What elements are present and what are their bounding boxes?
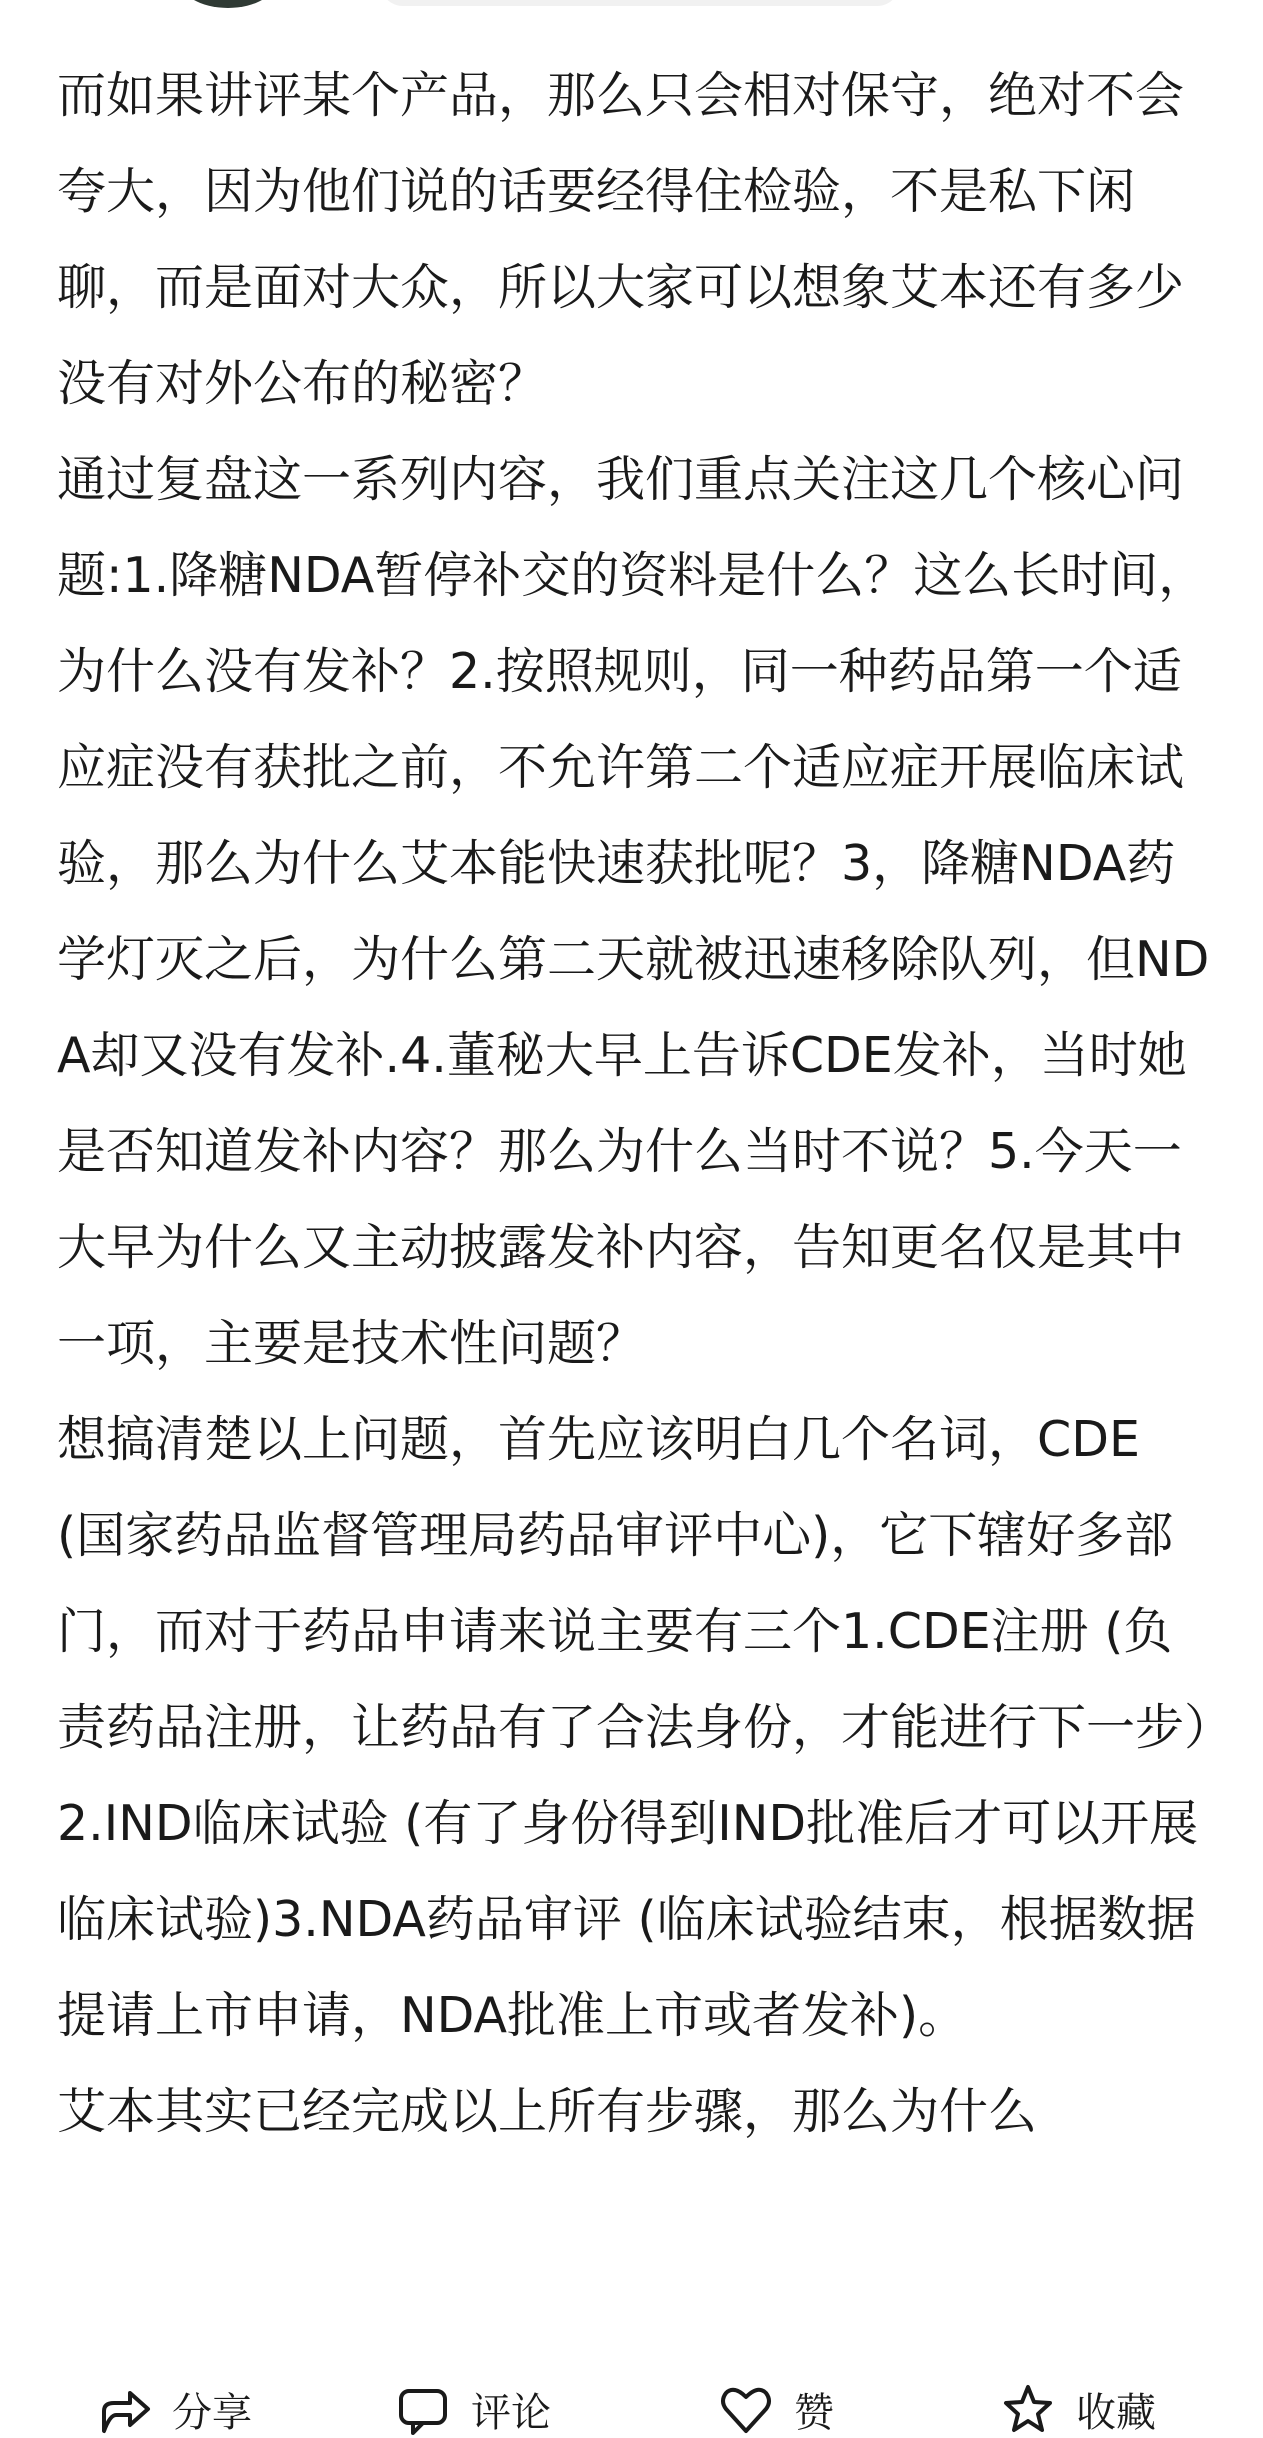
comment-icon — [395, 2381, 451, 2437]
like-label: 赞 — [794, 2389, 834, 2436]
bottom-action-bar — [0, 2378, 1263, 2438]
article-paragraph: 想搞清楚以上问题，首先应该明白几个名词，CDE (国家药品监督管理局药品审评中心)，它下辖好多部门，而对于药品申请来说主要有三个1.CDE注册 (负责药品注册，让药品有了合法身份，才能进行下一步）2.IND临床试验 (有了身份得到IND批准后才可以开展临床试验)3.NDA药品审评 (临床试验结束，根据数据提请上市申请，NDA批准上市或者发补)。 — [57, 1411, 1209, 2044]
like-button[interactable] — [718, 2384, 834, 2434]
share-icon — [96, 2381, 152, 2437]
article-body — [57, 48, 1217, 2160]
heart-icon — [718, 2381, 774, 2437]
follow-pill[interactable] — [380, 0, 900, 6]
share-button[interactable] — [96, 2384, 252, 2434]
article-paragraph: 艾本其实已经完成以上所有步骤，那么为什么 — [57, 2083, 1038, 2140]
top-bar-fragment — [0, 0, 1263, 12]
avatar[interactable] — [178, 0, 278, 8]
article-paragraph: 而如果讲评某个产品，那么只会相对保守，绝对不会夸大，因为他们说的话要经得住检验，不是私下闲聊，而是面对大众，所以大家可以想象艾本还有多少没有对外公布的秘密？ — [57, 67, 1185, 412]
star-icon — [1000, 2381, 1056, 2437]
comment-button[interactable] — [395, 2384, 551, 2434]
comment-label: 评论 — [471, 2389, 551, 2436]
favorite-button[interactable] — [1000, 2384, 1156, 2434]
article-paragraph: 通过复盘这一系列内容，我们重点关注这几个核心问题:1.降糖NDA暂停补交的资料是什么？这么长时间，为什么没有发补？2.按照规则，同一种药品第一个适应症没有获批之前，不允许第二个适应症开展临床试验，那么为什么艾本能快速获批呢？3，降糖NDA药学灯灭之后，为什么第二天就被迅速移除队列，但NDA却又没有发补.4.董秘大早上告诉CDE发补，当时她是否知道发补内容？那么为什么当时不说？5.今天一大早为什么又主动披露发补内容，告知更名仅是其中一项，主要是技术性问题？ — [57, 451, 1210, 1372]
share-label: 分享 — [172, 2389, 252, 2436]
favorite-label: 收藏 — [1076, 2389, 1156, 2436]
